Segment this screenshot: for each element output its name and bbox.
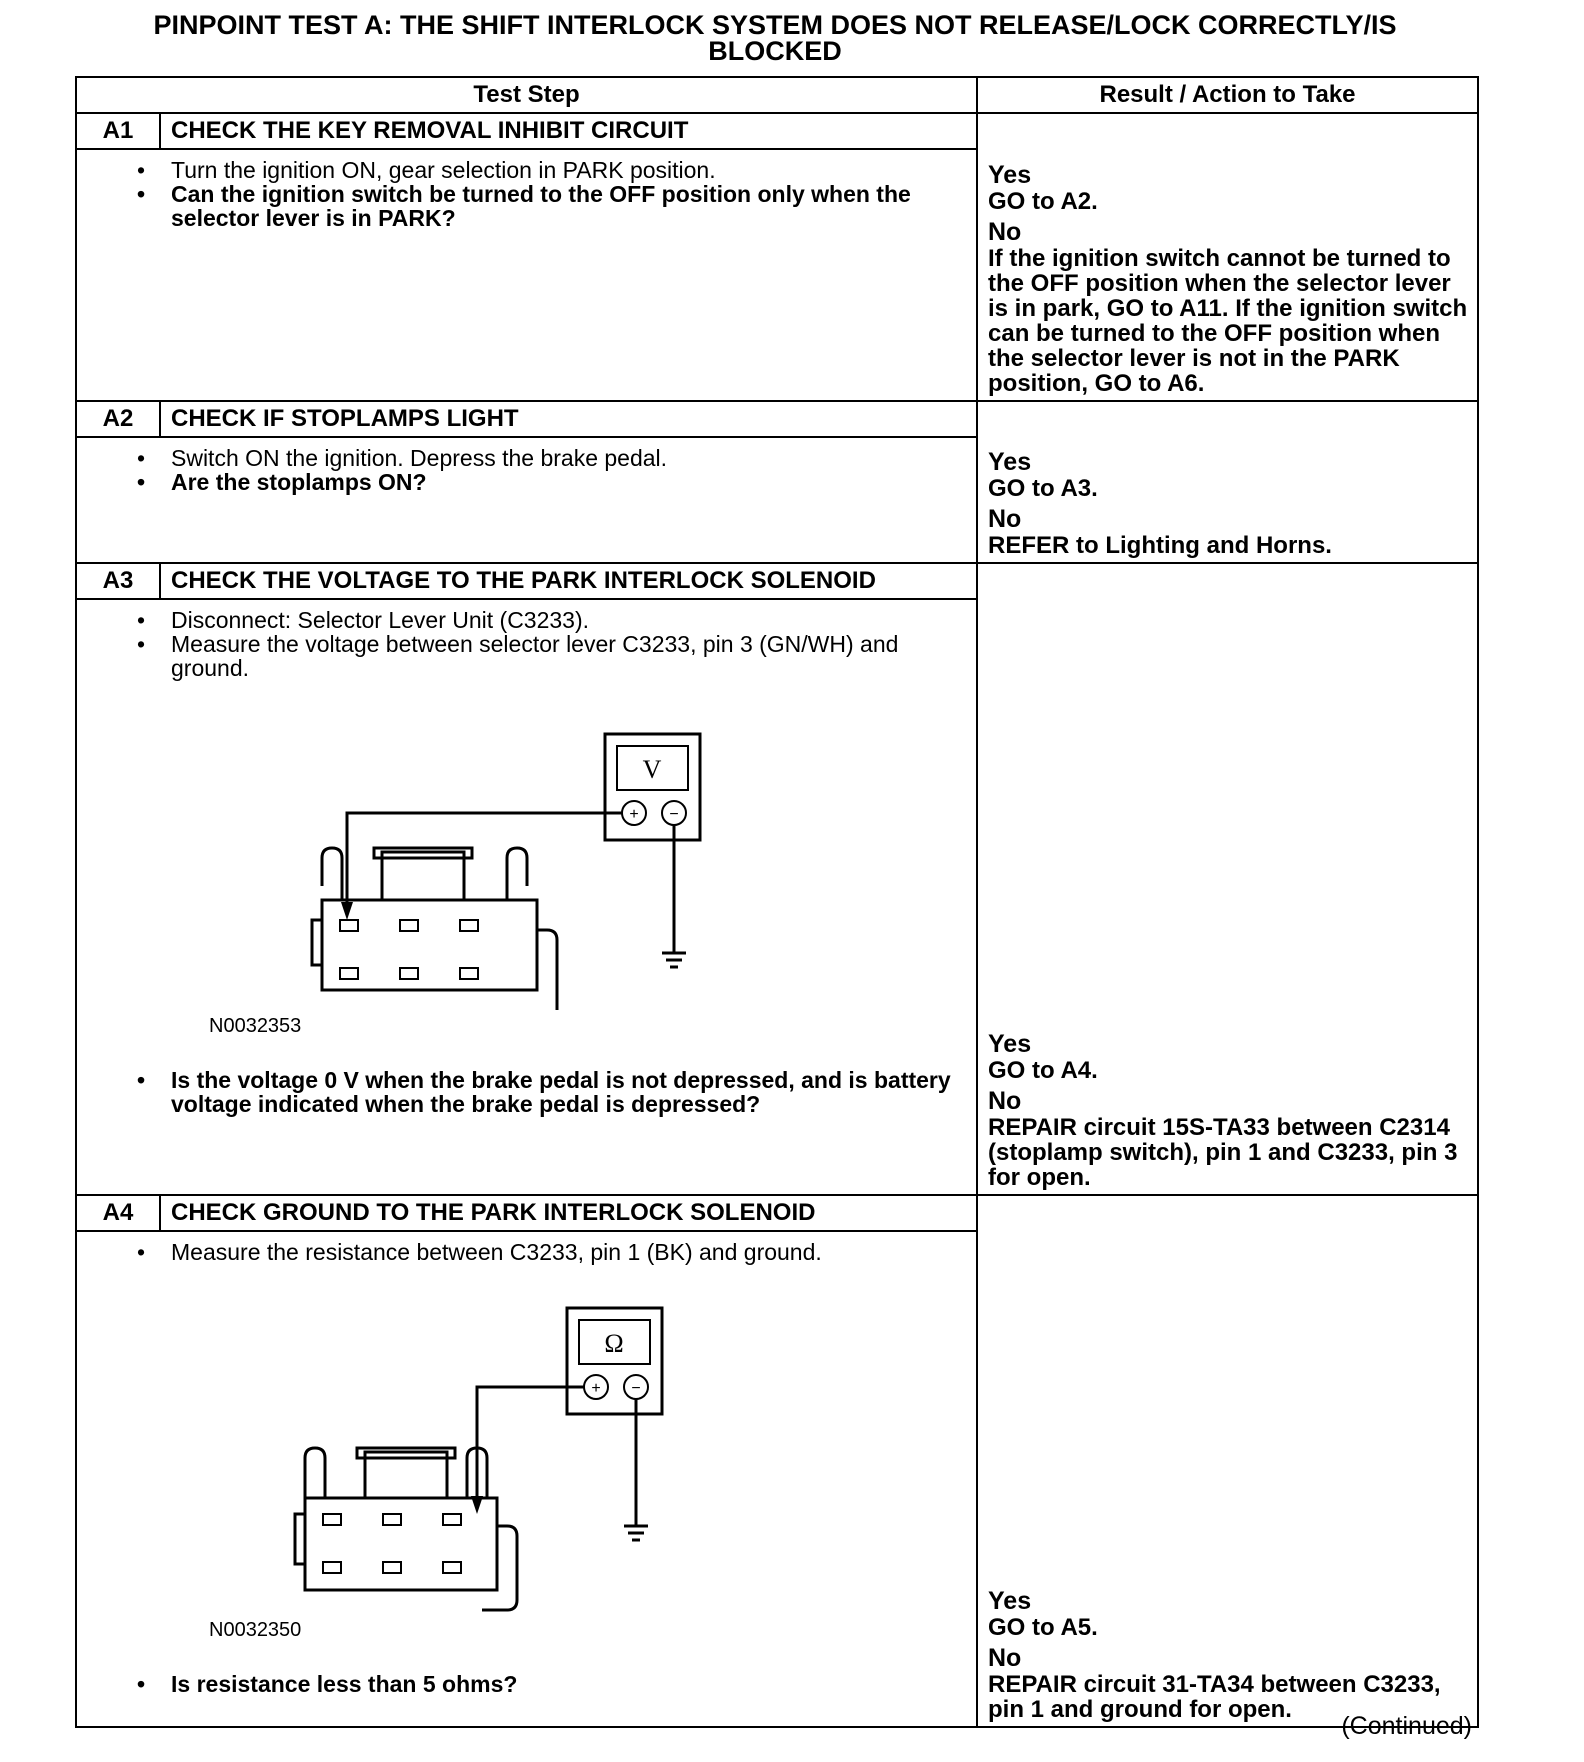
svg-text:+: + bbox=[591, 1380, 601, 1398]
connector-ohmmeter-illustration bbox=[77, 1264, 777, 1614]
svg-text:+: + bbox=[629, 806, 639, 824]
list-item: • Disconnect: Selector Lever Unit (C3233). bbox=[171, 608, 964, 632]
no-action: REPAIR circuit 31-TA34 between C3233, pin 1 and ground for open. bbox=[988, 1671, 1441, 1723]
probe-arrow bbox=[471, 1496, 483, 1514]
pinpoint-test-table bbox=[75, 76, 1479, 1728]
connector-latch-left bbox=[305, 1448, 325, 1498]
step-title: CHECK IF STOPLAMPS LIGHT bbox=[160, 401, 977, 437]
page-title: PINPOINT TEST A: THE SHIFT INTERLOCK SYSTEM DOES NOT RELEASE/LOCK CORRECTLY/IS BLOCKED bbox=[153, 10, 1397, 66]
connector-pins bbox=[340, 920, 478, 979]
figure-id: N0032353 bbox=[209, 1015, 302, 1038]
step-row-a1 bbox=[76, 113, 1478, 149]
step-title: CHECK THE VOLTAGE TO THE PARK INTERLOCK SOLENOID bbox=[160, 563, 977, 599]
no-label: No bbox=[988, 1087, 1022, 1115]
step-id: A2 bbox=[76, 401, 160, 437]
result-cell bbox=[977, 563, 1478, 1195]
yes-label: Yes bbox=[988, 1030, 1032, 1058]
no-action: REPAIR circuit 15S-TA33 between C2314 (stoplamp switch), pin 1 and C3233, pin 3 for open. bbox=[988, 1114, 1458, 1191]
result-cell bbox=[977, 401, 1478, 563]
no-label: No bbox=[988, 218, 1022, 246]
connector-housing bbox=[305, 1498, 497, 1590]
step-title: CHECK GROUND TO THE PARK INTERLOCK SOLENOID bbox=[160, 1195, 977, 1231]
continued-note: (Continued) bbox=[1341, 1712, 1472, 1740]
step-row-a3 bbox=[76, 563, 1478, 599]
step-question: • Can the ignition switch be turned to the OFF position only when the selector lever is in PARK? bbox=[171, 182, 964, 230]
meter-symbol: V bbox=[642, 755, 662, 785]
yes-action: GO to A2. bbox=[988, 188, 1098, 215]
figure-id: N0032350 bbox=[209, 1619, 302, 1642]
connector-latch-left bbox=[322, 848, 342, 900]
step-id: A3 bbox=[76, 563, 160, 599]
list-item: • Switch ON the ignition. Depress the brake pedal. bbox=[171, 446, 964, 470]
list-item: • Measure the resistance between C3233, pin 1 (BK) and ground. bbox=[171, 1240, 964, 1264]
result-cell bbox=[977, 113, 1478, 401]
step-id: A1 bbox=[76, 113, 160, 149]
voltmeter-diagram bbox=[77, 680, 964, 1038]
list-item: • Turn the ignition ON, gear selection in PARK position. bbox=[171, 158, 964, 182]
svg-text:−: − bbox=[631, 1380, 641, 1398]
no-action: REFER to Lighting and Horns. bbox=[988, 532, 1332, 559]
multimeter-body bbox=[567, 1308, 662, 1414]
yes-label: Yes bbox=[988, 161, 1032, 189]
no-label: No bbox=[988, 1644, 1022, 1672]
step-title: CHECK THE KEY REMOVAL INHIBIT CIRCUIT bbox=[160, 113, 977, 149]
yes-action: GO to A5. bbox=[988, 1614, 1098, 1641]
step-question: • Is resistance less than 5 ohms? bbox=[171, 1672, 964, 1696]
step-id: A4 bbox=[76, 1195, 160, 1231]
yes-label: Yes bbox=[988, 1587, 1032, 1615]
step-row-a2 bbox=[76, 401, 1478, 437]
step-question: • Is the voltage 0 V when the brake pedal is not depressed, and is battery voltage indicated when the brake pedal is depressed? bbox=[171, 1068, 964, 1116]
multimeter-body bbox=[605, 734, 700, 840]
connector-pins bbox=[323, 1514, 461, 1573]
result-cell bbox=[977, 1195, 1478, 1727]
yes-label: Yes bbox=[988, 448, 1032, 476]
header-test-step: Test Step bbox=[76, 77, 977, 113]
table-header bbox=[76, 77, 1478, 113]
connector-voltmeter-illustration bbox=[77, 680, 777, 1010]
header-result: Result / Action to Take bbox=[977, 77, 1478, 113]
yes-action: GO to A3. bbox=[988, 475, 1098, 502]
ohmmeter-diagram bbox=[77, 1264, 964, 1642]
connector-housing bbox=[322, 900, 537, 990]
meter-symbol: Ω bbox=[604, 1329, 624, 1359]
positive-lead bbox=[347, 813, 622, 913]
probe-arrow bbox=[341, 902, 353, 920]
step-row-a4 bbox=[76, 1195, 1478, 1231]
no-label: No bbox=[988, 505, 1022, 533]
step-question: • Are the stoplamps ON? bbox=[171, 470, 964, 494]
list-item: • Measure the voltage between selector lever C3233, pin 3 (GN/WH) and ground. bbox=[171, 632, 964, 680]
yes-action: GO to A4. bbox=[988, 1057, 1098, 1084]
svg-text:−: − bbox=[669, 806, 679, 824]
no-action: If the ignition switch cannot be turned to the OFF position when the selector lever is in park, GO to A11. If the ignition switch can be turned to the OFF position when the selector lever is not in the PARK position, GO to A6. bbox=[988, 245, 1468, 397]
